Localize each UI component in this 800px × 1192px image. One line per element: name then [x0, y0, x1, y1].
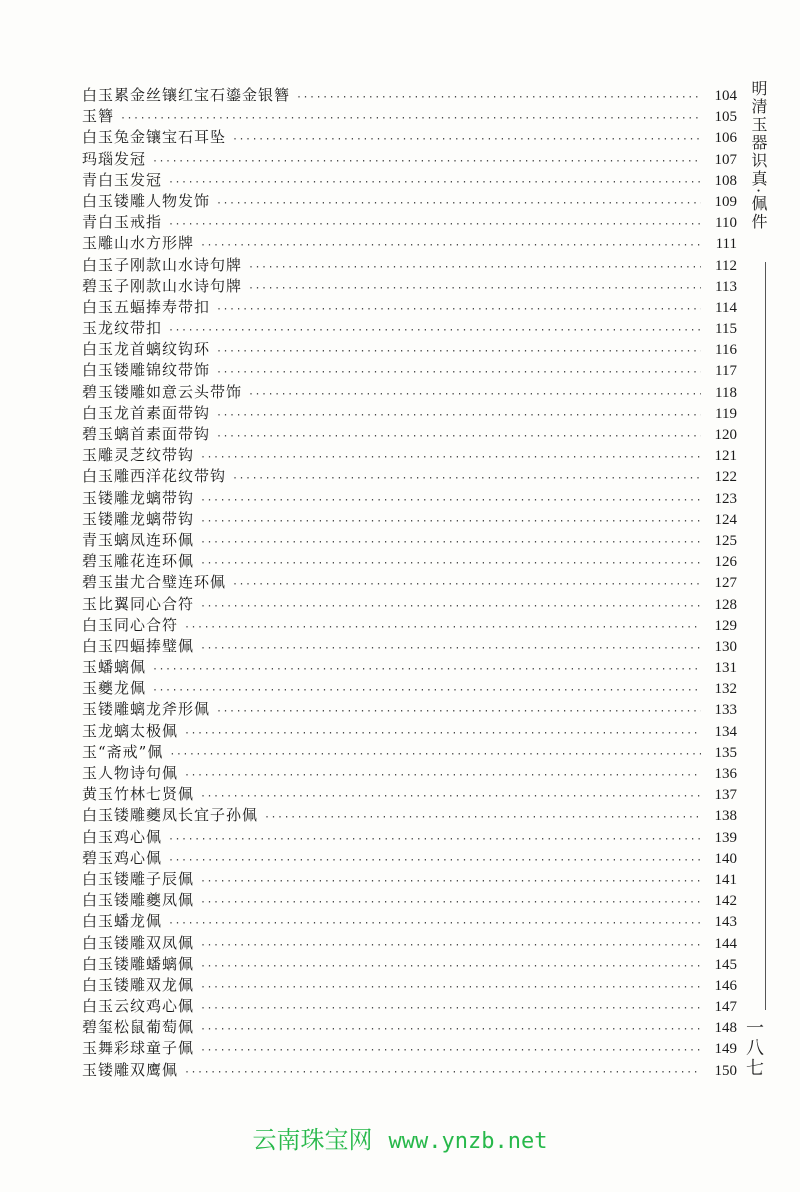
toc-leader-dots — [168, 214, 701, 235]
toc-entry-page: 125 — [714, 532, 737, 549]
toc-row — [82, 106, 737, 127]
toc-entry-page: 111 — [715, 236, 737, 253]
toc-entry-page: 112 — [715, 257, 737, 274]
toc-entry-title: 碧玉雕花连环佩 — [82, 552, 195, 571]
toc-entry-page: 116 — [715, 342, 737, 359]
toc-row — [82, 360, 737, 381]
watermark-url: www.ynzb.net — [388, 1129, 548, 1154]
toc-leader-dots — [200, 1019, 701, 1040]
toc-row — [82, 1017, 737, 1038]
toc-entry-title: 白玉兔金镶宝石耳坠 — [82, 128, 227, 147]
toc-entry-title: 白玉雕西洋花纹带钩 — [82, 467, 227, 486]
toc-leader-dots — [200, 786, 701, 807]
toc-row — [82, 445, 737, 466]
toc-entry-title: 玉“斋戒”佩 — [82, 742, 164, 761]
toc-entry-title: 白玉镂雕人物发饰 — [82, 191, 211, 210]
toc-entry-title: 玉镂雕龙螭带钩 — [82, 509, 195, 528]
toc-leader-dots — [168, 320, 701, 341]
toc-row — [82, 827, 737, 848]
toc-leader-dots — [168, 913, 701, 934]
toc-entry-title: 玉比翼同心合符 — [82, 594, 195, 613]
toc-entry-title: 碧玉螭首素面带钩 — [82, 425, 211, 443]
toc-row — [82, 615, 737, 636]
toc-row — [82, 551, 737, 572]
toc-entry-title: 碧玉镂雕如意云头带饰 — [82, 382, 243, 401]
toc-row — [82, 636, 737, 657]
toc-leader-dots — [216, 341, 701, 362]
toc-entry-title: 玉蟠螭佩 — [82, 658, 147, 677]
toc-leader-dots — [264, 807, 701, 828]
toc-row — [82, 488, 737, 509]
toc-leader-dots — [216, 405, 701, 426]
toc-entry-page: 146 — [714, 977, 737, 994]
toc-entry-page: 120 — [714, 427, 737, 443]
toc-entry-page: 149 — [714, 1041, 737, 1058]
toc-row — [82, 297, 737, 318]
toc-leader-dots — [200, 511, 701, 532]
margin-rule — [765, 262, 766, 1010]
toc-leader-dots — [168, 829, 701, 850]
toc-row — [82, 657, 737, 678]
toc-entry-page: 113 — [715, 278, 737, 295]
toc-row — [82, 911, 737, 932]
toc-row — [82, 594, 737, 615]
toc-entry-title: 白玉同心合符 — [82, 615, 179, 634]
toc-leader-dots — [200, 553, 701, 574]
toc-row — [82, 721, 737, 742]
toc-entry-page: 108 — [714, 172, 737, 189]
toc-entry-title: 玉舞彩球童子佩 — [82, 1039, 195, 1058]
toc-entry-title: 白玉龙首素面带钩 — [82, 403, 211, 422]
toc-entry-page: 137 — [714, 787, 737, 804]
toc-leader-dots — [200, 235, 701, 256]
toc-entry-page: 123 — [714, 490, 737, 507]
toc-leader-dots — [152, 680, 701, 701]
toc-entry-title: 碧玺松鼠葡萄佩 — [82, 1018, 195, 1037]
toc-entry-title: 玉簪 — [82, 107, 115, 126]
toc-row — [82, 975, 737, 996]
toc-leader-dots — [200, 935, 701, 956]
toc-entry-title: 白玉镂雕夔凤佩 — [82, 891, 195, 910]
toc-leader-dots — [296, 87, 701, 108]
toc-entry-title: 碧玉蚩尤合璧连环佩 — [82, 573, 227, 592]
toc-leader-dots — [248, 257, 701, 278]
toc-entry-page: 127 — [714, 575, 737, 592]
toc-entry-title: 玉镂雕螭龙斧形佩 — [82, 700, 211, 719]
toc-leader-dots — [216, 299, 701, 320]
toc-row — [82, 466, 737, 487]
toc-row — [82, 191, 737, 212]
toc-entry-title: 白玉鸡心佩 — [82, 827, 163, 846]
toc-entry-page: 110 — [715, 215, 737, 232]
toc-entry-page: 117 — [715, 363, 737, 380]
toc-entry-title: 白玉四蝠捧璧佩 — [82, 636, 195, 655]
toc-entry-title: 白玉蟠龙佩 — [82, 912, 163, 931]
toc-row — [82, 954, 737, 975]
toc-leader-dots — [216, 701, 701, 722]
toc-entry-page: 145 — [714, 956, 737, 973]
toc-entry-title: 青白玉发冠 — [82, 170, 163, 189]
toc-row — [82, 890, 737, 911]
toc-leader-dots — [184, 1062, 701, 1083]
toc-entry-page: 130 — [714, 638, 737, 655]
toc-row — [82, 763, 737, 784]
toc-row — [82, 339, 737, 360]
toc-leader-dots — [232, 129, 701, 150]
toc-row — [82, 933, 737, 954]
toc-leader-dots — [200, 871, 701, 892]
toc-leader-dots — [200, 956, 701, 977]
toc-entry-page: 133 — [714, 702, 737, 719]
toc-entry-page: 143 — [714, 914, 737, 931]
toc-row — [82, 212, 737, 233]
toc-entry-page: 142 — [714, 893, 737, 910]
toc-row — [82, 318, 737, 339]
toc-leader-dots — [120, 108, 701, 129]
toc-entry-page: 119 — [715, 405, 737, 422]
toc-entry-page: 135 — [714, 744, 737, 761]
toc-entry-title: 玉人物诗句佩 — [82, 764, 179, 782]
toc-row — [82, 85, 737, 106]
toc-row — [82, 848, 737, 869]
toc-entry-title: 白玉云纹鸡心佩 — [82, 997, 195, 1016]
toc-row — [82, 678, 737, 699]
toc-entry-title: 白玉镂雕双凤佩 — [82, 933, 195, 952]
toc-entry-page: 139 — [714, 829, 737, 846]
toc-leader-dots — [248, 384, 701, 405]
toc-entry-title: 玉龙螭太极佩 — [82, 721, 179, 740]
page-number: 一八七 — [743, 1018, 764, 1078]
toc-entry-title: 白玉龙首螭纹钩环 — [82, 340, 211, 359]
toc-entry-page: 106 — [714, 130, 737, 147]
toc-leader-dots — [200, 447, 701, 468]
toc-entry-page: 109 — [714, 193, 737, 210]
toc-entry-title: 碧玉子刚款山水诗句牌 — [82, 276, 243, 295]
toc-entry-page: 138 — [714, 808, 737, 825]
toc-entry-page: 147 — [714, 999, 737, 1016]
toc-entry-title: 碧玉鸡心佩 — [82, 848, 163, 867]
toc-row — [82, 382, 737, 403]
toc-row — [82, 699, 737, 720]
toc-entry-page: 134 — [714, 723, 737, 740]
toc-leader-dots — [232, 468, 701, 489]
toc-entry-page: 118 — [715, 384, 737, 401]
toc-leader-dots — [169, 744, 701, 765]
toc-row — [82, 572, 737, 593]
watermark-site-name: 云南珠宝网 — [252, 1126, 373, 1154]
toc-entry-title: 玉龙纹带扣 — [82, 319, 163, 338]
toc-entry-page: 148 — [714, 1020, 737, 1037]
toc-leader-dots — [216, 362, 701, 383]
toc-leader-dots — [216, 193, 701, 214]
toc-entry-page: 136 — [714, 766, 737, 782]
toc-row — [82, 276, 737, 297]
toc-leader-dots — [152, 151, 701, 172]
toc-row — [82, 805, 737, 826]
toc-entry-page: 104 — [714, 88, 737, 104]
toc-entry-page: 107 — [714, 151, 737, 168]
toc-leader-dots — [184, 723, 701, 744]
toc-entry-title: 白玉镂雕子辰佩 — [82, 869, 195, 888]
toc-entry-title: 黄玉竹林七贤佩 — [82, 785, 195, 804]
toc-row — [82, 784, 737, 805]
toc-entry-page: 131 — [714, 660, 737, 677]
toc-row — [82, 869, 737, 890]
toc-entry-page: 132 — [714, 681, 737, 698]
toc-entry-page: 124 — [714, 511, 737, 528]
running-title: 明清玉器识真·佩件 — [749, 80, 768, 232]
toc-entry-title: 白玉子刚款山水诗句牌 — [82, 255, 243, 274]
toc-entry-page: 141 — [714, 871, 737, 888]
toc-row — [82, 742, 737, 763]
toc-leader-dots — [248, 278, 701, 299]
toc-entry-title: 玛瑙发冠 — [82, 149, 147, 168]
toc-row — [82, 233, 737, 254]
toc-leader-dots — [200, 977, 701, 998]
toc-leader-dots — [216, 426, 701, 447]
toc-entry-title: 白玉五蝠捧寿带扣 — [82, 297, 211, 316]
toc-row — [82, 127, 737, 148]
toc-entry-page: 122 — [714, 469, 737, 486]
toc-entry-title: 玉镂雕双鹰佩 — [82, 1060, 179, 1079]
toc-leader-dots — [200, 596, 701, 617]
toc-row — [82, 1038, 737, 1059]
table-of-contents — [82, 85, 737, 1081]
toc-row — [82, 403, 737, 424]
toc-leader-dots — [168, 172, 701, 193]
watermark — [0, 1120, 800, 1155]
toc-entry-title: 白玉镂雕锦纹带饰 — [82, 361, 211, 380]
toc-entry-title: 玉雕山水方形牌 — [82, 234, 195, 253]
toc-leader-dots — [200, 998, 701, 1019]
toc-entry-title: 青白玉戒指 — [82, 213, 163, 232]
toc-entry-title: 白玉镂雕蟠螭佩 — [82, 954, 195, 973]
toc-entry-title: 玉镂雕龙螭带钩 — [82, 488, 195, 507]
toc-entry-title: 玉夔龙佩 — [82, 679, 147, 698]
toc-row — [82, 424, 737, 445]
toc-leader-dots — [232, 574, 701, 595]
toc-entry-page: 150 — [714, 1062, 737, 1079]
toc-entry-title: 青玉螭凤连环佩 — [82, 530, 195, 549]
toc-leader-dots — [152, 659, 701, 680]
toc-row — [82, 170, 737, 191]
toc-leader-dots — [200, 532, 701, 553]
toc-row — [82, 255, 737, 276]
toc-leader-dots — [200, 892, 701, 913]
toc-leader-dots — [200, 490, 701, 511]
toc-entry-title: 白玉镂雕双龙佩 — [82, 975, 195, 994]
toc-row — [82, 509, 737, 530]
toc-entry-page: 126 — [714, 554, 737, 571]
toc-entry-title: 白玉镂雕夔凤长宜子孙佩 — [82, 806, 259, 825]
toc-row — [82, 996, 737, 1017]
toc-leader-dots — [184, 617, 701, 638]
toc-row — [82, 149, 737, 170]
toc-entry-page: 121 — [714, 448, 737, 465]
toc-entry-page: 144 — [714, 935, 737, 952]
toc-row — [82, 1060, 737, 1081]
toc-leader-dots — [200, 638, 701, 659]
toc-entry-title: 玉雕灵芝纹带钩 — [82, 446, 195, 465]
toc-entry-page: 105 — [714, 109, 737, 126]
toc-entry-title: 白玉累金丝镶红宝石鎏金银簪 — [82, 86, 291, 104]
toc-leader-dots — [184, 765, 701, 786]
toc-leader-dots — [200, 1040, 701, 1061]
toc-entry-page: 114 — [715, 299, 737, 316]
toc-row — [82, 530, 737, 551]
toc-entry-page: 128 — [714, 596, 737, 613]
toc-leader-dots — [168, 850, 701, 871]
toc-entry-page: 129 — [714, 617, 737, 634]
toc-entry-page: 140 — [714, 850, 737, 867]
toc-entry-page: 115 — [715, 321, 737, 338]
